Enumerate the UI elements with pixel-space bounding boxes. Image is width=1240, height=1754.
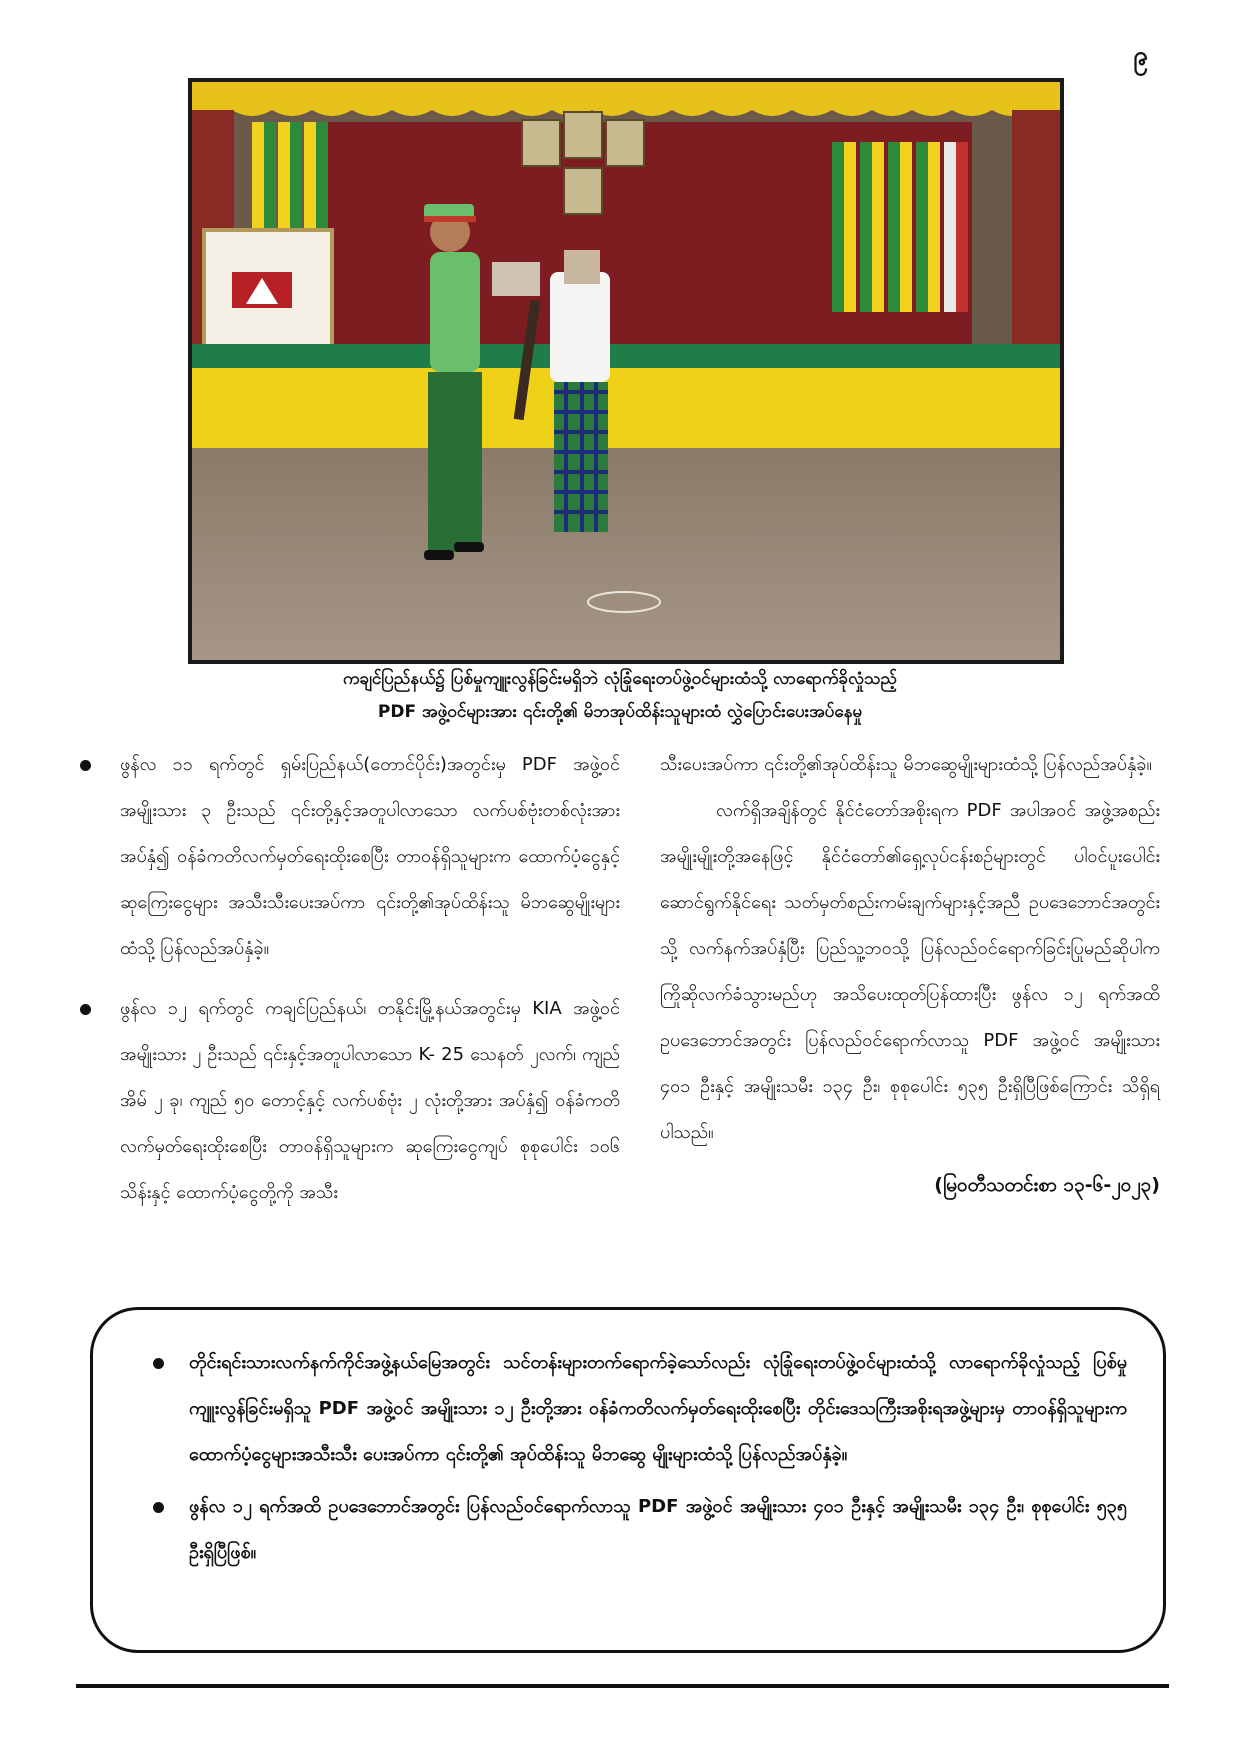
- bottom-divider: [76, 1684, 1169, 1688]
- caption-line-1: ကချင်ပြည်နယ်၌ ပြစ်မှုကျူးလွန်ခြင်းမရှိဘဲ လုံခြုံရေးတပ်ဖွဲ့ဝင်များထံသို့ လာရောက်ခိုလှုံသည့်: [343, 669, 897, 689]
- list-item: [80, 986, 620, 1216]
- paragraph: လက်ရှိအချိန်တွင် နိုင်ငံတော်အစိုးရက PDF အပါအဝင် အဖွဲ့အစည်းအမျိုးမျိုးတို့အနေဖြင့် နိုင်ငံတော်၏ရှေ့လုပ်ငန်းစဉ်များတွင် ပါဝင်ပူးပေါင်းဆောင်ရွက်နိုင်ရေး သတ်မှတ်စည်းကမ်းချက်များနှင့်အညီ ဥပဒေဘောင်အတွင်းသို့ လက်နက်အပ်နှံပြီး ပြည်သူ့ဘဝသို့ ပြန်လည်ဝင်ရောက်ခြင်းပြုမည်ဆိုပါက ကြိုဆိုလက်ခံသွားမည်ဟု အသိပေးထုတ်ပြန်ထားပြီး ဖွန်လ ၁၂ ရက်အထိ ဥပဒေဘောင်အတွင်း ပြန်လည်ဝင်ရောက်လာသူ PDF အဖွဲ့ဝင် အမျိုးသား ၄၀၁ ဦးနှင့် အမျိုးသမီး ၁၃၄ ဦး၊ စုစုပေါင်း ၅၃၅ ဦးရှိပြီဖြစ်ကြောင်း သိရှိရပါသည်။: [660, 800, 1160, 1143]
- source-citation: (မြဝတီသတင်းစာ ၁၃-၆-၂၀၂၃): [934, 1174, 1160, 1196]
- summary-item-text: တိုင်းရင်းသားလက်နက်ကိုင်အဖွဲ့နယ်မြေအတွင်း သင်တန်းများတက်ရောက်ခဲ့သော်လည်း လုံခြုံရေးတပ်ဖွဲ့ဝင်များထံသို့ လာရောက်ခိုလှုံသည့် ပြစ်မှုကျူးလွန်ခြင်းမရှိသူ PDF အဖွဲ့ဝင် အမျိုးသား ၁၂ ဦးတို့အား ဝန်ခံကတိလက်မှတ်ရေးထိုးစေပြီး တိုင်းဒေသကြီးအစိုးရအဖွဲ့များမှ တာဝန်ရှိသူများက ထောက်ပံ့ငွေများအသီးသီး ပေးအပ်ကာ ၎င်းတို့၏ အုပ်ထိန်းသူ မိဘဆွေ မျိုးများထံသို့ ပြန်လည်အပ်နှံခဲ့။: [189, 1352, 1127, 1465]
- paragraph-continuation: သီးပေးအပ်ကာ ၎င်းတို့၏အုပ်ထိန်းသူ မိဘဆွေမျိုးများထံသို့ ပြန်လည်အပ်နှံခဲ့။: [660, 754, 1152, 775]
- right-column: [660, 742, 1160, 1208]
- bullet-icon: [153, 1358, 164, 1369]
- list-item-text: ဖွန်လ ၁၁ ရက်တွင် ရှမ်းပြည်နယ်(တောင်ပိုင်း)အတွင်းမှ PDF အဖွဲ့ဝင် အမျိုးသား ၃ ဦးသည် ၎င်းတို့နှင့်အတူပါလာသော လက်ပစ်ဗုံးတစ်လုံးအား အပ်နှံ၍ ဝန်ခံကတိလက်မှတ်ရေးထိုးစေပြီး တာဝန်ရှိသူများက ထောက်ပံ့ငွေနှင့် ဆုကြေးငွေများ အသီးသီးပေးအပ်ကာ ၎င်းတို့၏အုပ်ထိန်းသူ မိဘဆွေမျိုးများထံသို့ ပြန်လည်အပ်နှံခဲ့။: [120, 754, 620, 959]
- figure-caption: [150, 663, 1090, 729]
- bullet-icon: [80, 760, 91, 771]
- summary-item-text: ဖွန်လ ၁၂ ရက်အထိ ဥပဒေဘောင်အတွင်း ပြန်လည်ဝင်ရောက်လာသူ PDF အဖွဲ့ဝင် အမျိုးသား ၄၀၁ ဦးနှင့် အမျိုးသမီး ၁၃၄ ဦး၊ စုစုပေါင်း ၅၃၅ ဦးရှိပြီဖြစ်။: [189, 1496, 1127, 1563]
- bullet-icon: [153, 1502, 164, 1513]
- ceremony-photo: [188, 78, 1064, 664]
- left-column: [80, 742, 620, 1230]
- summary-item: [149, 1340, 1127, 1478]
- bullet-icon: [80, 1004, 91, 1015]
- ceremony-photo-illustration: [192, 82, 1060, 660]
- list-item: [80, 742, 620, 972]
- caption-line-2: PDF အဖွဲ့ဝင်များအား ၎င်းတို့၏ မိဘအုပ်ထိန်းသူများထံ လွှဲပြောင်းပေးအပ်နေမှု: [377, 702, 863, 722]
- page-number: ၉: [1133, 41, 1148, 71]
- list-item-text: ဖွန်လ ၁၂ ရက်တွင် ကချင်ပြည်နယ်၊ တနိုင်းမြို့နယ်အတွင်းမှ KIA အဖွဲ့ဝင် အမျိုးသား ၂ ဦးသည် ၎င်းနှင့်အတူပါလာသော K- 25 သေနတ် ၂လက်၊ ကျည်အိမ် ၂ ခု၊ ကျည် ၅၀ တောင့်နှင့် လက်ပစ်ဗုံး ၂ လုံးတို့အား အပ်နှံ၍ ဝန်ခံကတိလက်မှတ်ရေးထိုးစေပြီး တာဝန်ရှိသူများက ဆုကြေးငွေကျပ် စုစုပေါင်း ၁၀၆ သိန်းနှင့် ထောက်ပံ့ငွေတို့ကို အသီး: [120, 998, 620, 1203]
- summary-box: [90, 1307, 1166, 1653]
- summary-item: [149, 1484, 1127, 1576]
